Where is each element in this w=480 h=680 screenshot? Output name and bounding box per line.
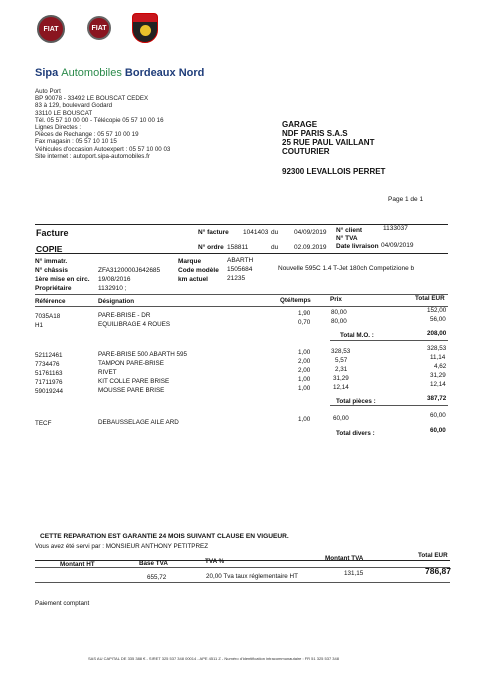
table-row-designation: PARE-BRISE - DR: [98, 312, 151, 319]
delivery-date-label: Date livraison: [336, 243, 379, 250]
first-registration-value: 19/08/2016: [98, 276, 131, 283]
table-row-ref: 7734476: [35, 361, 60, 368]
table-row-total: 60,00: [430, 412, 446, 419]
guarantee-text: CETTE REPARATION EST GARANTIE 24 MOIS SUIVANT CLAUSE EN VIGUEUR.: [40, 533, 289, 540]
table-row-total: 152,00: [427, 307, 447, 314]
col-total-header: Total EUR: [415, 295, 445, 302]
table-row-ref: 52112461: [35, 352, 63, 359]
table-row-price: 80,00: [331, 309, 347, 316]
first-registration-label: 1ère mise en circ.: [35, 276, 90, 283]
table-row-qty: 1,00: [298, 385, 311, 392]
total-ht-header: Montant HT: [60, 561, 95, 568]
table-row-ref: 71711976: [35, 379, 63, 386]
table-row-qty: 2,00: [298, 358, 311, 365]
client-number: 1133037: [383, 225, 408, 232]
served-by-text: Vous avez été servi par : MONSIEUR ANTHONY PETITPREZ: [35, 543, 209, 550]
model-description: Nouvelle 595C 1.4 T-Jet 180ch Competizione b: [278, 265, 415, 272]
client-number-label: N° client: [336, 227, 363, 234]
owner-label: Propriétaire: [35, 285, 72, 292]
table-row-ref: 59019244: [35, 388, 64, 395]
payment-terms: Paiement comptant: [35, 600, 90, 607]
dealer-address: Auto Port BP 90078 - 33492 LE BOUSCAT CEDEX 83 à 129, boulevard Godard 33110 LE BOUSCAT Tél. 05 57 10 00 00 - Télécopie 05 57 10 00 16 Lignes Directes : Pièces de Rechange : 05 57 10 00 19 Fax magasin : 05 57 10 10 15 Véhicules d'occasion Autoexpert : 05 57 10 00 03 Site internet : autoport.sipa-automobiles.fr: [35, 88, 171, 160]
total-labour-value: 208,00: [427, 330, 447, 337]
table-row-ref: H1: [35, 322, 44, 329]
total-parts-value: 387,72: [427, 395, 447, 402]
fiat-logo-icon: FIAT: [37, 15, 65, 43]
montant-tva-value: 131,15: [344, 570, 364, 577]
total-misc-value: 60,00: [430, 427, 446, 434]
table-row-price: 60,00: [333, 415, 349, 422]
abarth-logo-icon: [132, 13, 158, 43]
table-row-qty: 1,00: [298, 416, 311, 423]
table-row-qty: 1,90: [298, 310, 311, 317]
table-row-total: 4,62: [434, 363, 447, 370]
fiat-professional-logo-icon: FIAT: [87, 16, 111, 40]
legal-footer: SAS AU CAPITAL DE 335 388 € - SIRET 325 537 348 00014 - APE 4511 Z - Numéro d'identification intracommunautaire : FR 51 325 537 348: [88, 656, 339, 661]
invoice-number-label: N° facture: [198, 229, 229, 236]
delivery-date: 04/09/2019: [381, 242, 414, 249]
page-number: Page 1 de 1: [388, 196, 424, 203]
table-row-qty: 1,00: [298, 376, 311, 383]
invoice-title: Facture: [36, 228, 69, 238]
table-row-price: 12,14: [333, 384, 349, 391]
brand-value: ABARTH: [227, 257, 254, 264]
table-row-price: 2,31: [335, 366, 348, 373]
divider: [330, 405, 448, 406]
table-row-designation: DEBAUSSELAGE AILE ARD: [98, 419, 179, 426]
table-row-price: 5,57: [335, 357, 348, 364]
dealer-name: Sipa Automobiles Bordeaux Nord: [35, 67, 205, 79]
table-row-ref: 7035A18: [35, 313, 61, 320]
tva-pct-value: 20,00 Tva taux réglementaire HT: [206, 573, 298, 580]
tva-pct-header: TVA %: [205, 558, 225, 565]
order-number-label: N° ordre: [198, 244, 224, 251]
col-designation-header: Désignation: [98, 298, 135, 305]
base-tva-value: 655,72: [147, 574, 167, 581]
total-labour-label: Total M.O. :: [340, 332, 374, 339]
table-row-designation: RIVET: [98, 369, 117, 376]
table-row-price: 80,00: [331, 318, 347, 325]
customer-address: GARAGE NDF PARIS S.A.S 25 RUE PAUL VAILLANT COUTURIER: [282, 120, 375, 156]
divider: [35, 560, 450, 561]
brand-label: Marque: [178, 258, 202, 265]
table-row-qty: 1,00: [298, 349, 311, 356]
order-number: 158811: [227, 244, 249, 251]
du-label: du: [271, 229, 279, 236]
total-eur-header: Total EUR: [418, 552, 448, 559]
base-tva-header: Base TVA: [139, 560, 168, 567]
divider: [35, 567, 450, 568]
table-row-designation: KIT COLLE PARE BRISE: [98, 378, 170, 385]
chassis-value: ZFA3120000J642685: [98, 267, 161, 274]
col-ref-header: Référence: [35, 298, 66, 305]
table-row-qty: 0,70: [298, 319, 311, 326]
table-row-total: 328,53: [427, 345, 447, 352]
table-row-designation: MOUSSE PARE BRISE: [98, 387, 165, 394]
total-misc-label: Total divers :: [336, 430, 375, 437]
order-date: 02.09.2019: [294, 244, 327, 251]
chassis-label: N° châssis: [35, 267, 68, 274]
model-code-value: 1505684: [227, 266, 253, 273]
table-row-ref: 51761163: [35, 370, 63, 377]
invoice-date: 04/09/2019: [294, 229, 327, 236]
table-row-price: 31,29: [333, 375, 349, 382]
table-row-total: 12,14: [430, 381, 446, 388]
table-row-designation: EQUILIBRAGE 4 ROUES: [98, 321, 171, 328]
table-row-ref: TECF: [35, 420, 52, 427]
table-row-total: 31,29: [430, 372, 446, 379]
col-price-header: Prix: [330, 296, 342, 303]
owner-value: 1132910 ;: [98, 285, 127, 292]
col-qty-header: Qté/temps: [280, 297, 311, 304]
divider: [35, 582, 450, 583]
montant-tva-header: Montant TVA: [325, 555, 364, 562]
table-row-qty: 2,00: [298, 367, 311, 374]
invoice-number: 1041403: [243, 229, 269, 236]
immat-label: N° immatr.: [35, 258, 68, 265]
table-row-designation: PARE-BRISE 500 ABARTH 595: [98, 351, 188, 358]
mileage-value: 21235: [227, 275, 246, 282]
table-row-price: 328,53: [331, 348, 351, 355]
divider: [35, 306, 448, 307]
mileage-label: km actuel: [178, 276, 208, 283]
model-code-label: Code modèle: [178, 267, 219, 274]
divider: [35, 253, 448, 254]
divider: [35, 294, 448, 295]
total-parts-label: Total pièces :: [336, 398, 376, 405]
copy-label: COPIE: [36, 244, 63, 254]
table-row-total: 11,14: [430, 354, 446, 361]
customer-city: 92300 LEVALLOIS PERRET: [282, 167, 386, 176]
tva-number-label: N° TVA: [336, 235, 358, 242]
divider: [330, 340, 448, 341]
table-row-total: 56,00: [430, 316, 446, 323]
total-eur-value: 786,87: [425, 566, 451, 576]
du-label-2: du: [271, 244, 279, 251]
table-row-designation: TAMPON PARE-BRISE: [98, 360, 164, 367]
